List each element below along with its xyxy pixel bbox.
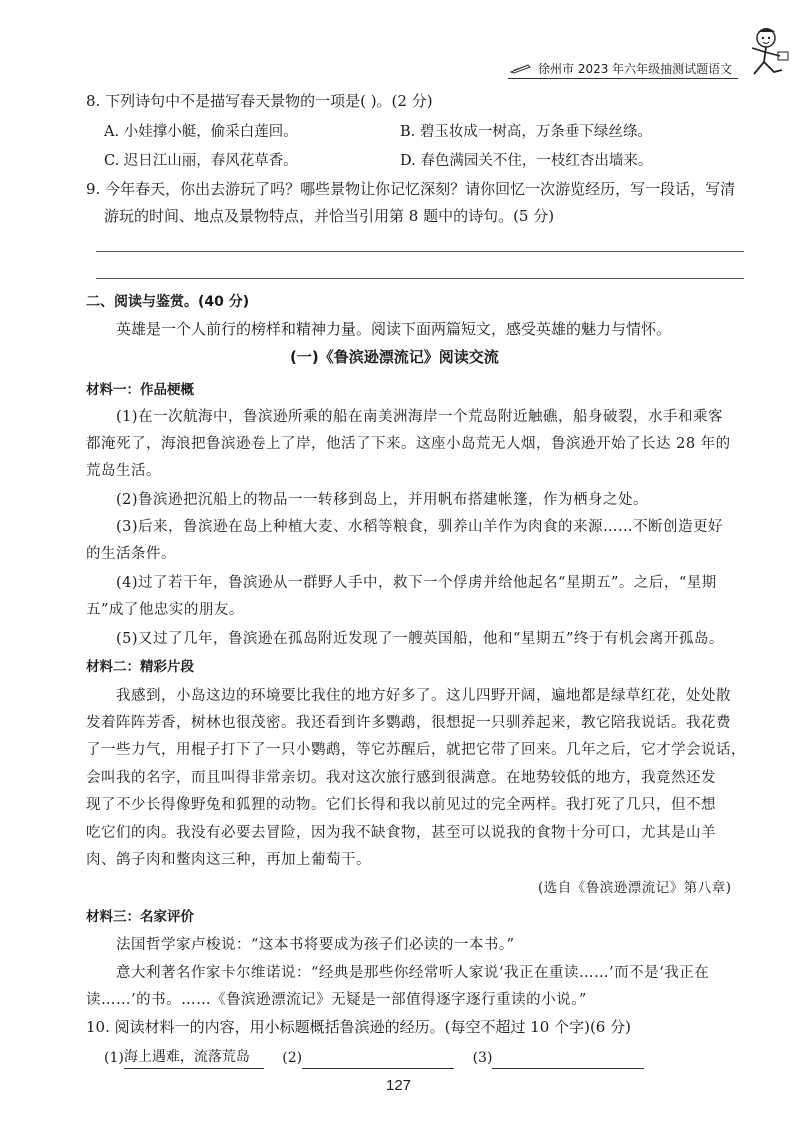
material1-line: 荒岛生活。 — [86, 463, 161, 479]
header-rule — [508, 78, 738, 79]
q10-answer-3[interactable] — [492, 1050, 644, 1069]
q9-line-1: 9. 今年春天，你出去游玩了吗？哪些景物让你记忆深刻？请你回忆一次游览经历，写一段话，写清 — [86, 180, 736, 198]
material2-source: (选自《鲁滨逊漂流记》第八章) — [538, 880, 732, 896]
material1-line: 的生活条件。 — [86, 546, 176, 562]
material2-line: 现了不少长得像野兔和狐狸的动物。它们长得和我以前见过的完全两样。我打死了几只，但不想 — [86, 797, 716, 813]
material2-line: 我感到，小岛这边的环境要比我住的地方好多了。这儿四野开阔，遍地都是绿草红花，处处散 — [116, 688, 731, 704]
q8-option-a: A. 小娃撑小艇，偷采白莲回。 — [104, 124, 298, 140]
q8-option-c: C. 迟日江山丽，春风花草香。 — [104, 153, 298, 169]
material1-line: (1)在一次航海中，鲁滨逊所乘的船在南美洲海岸一个荒岛附近触礁，船身破裂，水手和乘客 — [116, 409, 724, 425]
section2-heading: 二、阅读与鉴赏。(40 分) — [86, 294, 250, 310]
material1-heading: 材料一：作品梗概 — [86, 382, 194, 398]
q9-answer-line-1[interactable] — [96, 251, 744, 252]
material2-line: 发着阵阵芳香，树林也很茂密。我还看到许多鹦鹉，很想捉一只驯养起来，教它陪我说话。我花费 — [86, 715, 731, 731]
material3-heading: 材料三：名家评价 — [86, 909, 194, 925]
q8-stem: 8. 下列诗句中不是描写春天景物的一项是( )。(2 分) — [86, 92, 433, 110]
passage-title: (一)《鲁滨逊漂流记》阅读交流 — [290, 348, 499, 366]
q10-answer-2[interactable] — [302, 1050, 454, 1069]
material1-line: 都淹死了，海浪把鲁滨逊卷上了岸，他活了下来。这座小岛荒无人烟，鲁滨逊开始了长达 28 年的 — [86, 436, 731, 452]
material2-line: 会叫我的名字，而且叫得非常亲切。我对这次旅行感到很满意。在地势较低的地方，我竟然还发 — [86, 770, 716, 786]
material2-heading: 材料二：精彩片段 — [86, 659, 194, 675]
q10-answer-1[interactable]: 海上遇难，流落荒岛 — [124, 1046, 264, 1069]
material1-line: (4)过了若干年，鲁滨逊从一群野人手中，救下一个俘虏并给他起名“星期五”。之后，“星期 — [116, 575, 717, 591]
pen-icon — [510, 62, 532, 74]
q10-answer-row — [104, 1046, 644, 1069]
material3-line: 意大利著名作家卡尔维诺说：“经典是那些你经常听人家说‘我正在重读……’而不是‘我正在 — [116, 965, 710, 981]
q10-item1-label: (1) — [104, 1050, 124, 1066]
material2-line: 了一些力气，用棍子打下了一只小鹦鹉，等它苏醒后，就把它带了回来。几年之后，它才学会说话， — [86, 742, 746, 758]
book-title: 徐州市 2023 年六年级抽测试题语文 — [538, 62, 733, 76]
material3-line: 读……’的书。……《鲁滨逊漂流记》无疑是一部值得逐字逐行重读的小说。” — [86, 992, 587, 1008]
q8-option-b: B. 碧玉妆成一树高，万条垂下绿丝绦。 — [400, 124, 652, 140]
material1-line: (2)鲁滨逊把沉船上的物品一一转移到岛上，并用帆布搭建帐篷，作为栖身之处。 — [116, 492, 649, 508]
q10-stem: 10. 阅读材料一的内容，用小标题概括鲁滨逊的经历。(每空不超过 10 个字)(6 分) — [86, 1018, 631, 1036]
material1-line: (5)又过了几年，鲁滨逊在孤岛附近发现了一艘英国船，他和“星期五”终于有机会离开孤岛。 — [116, 631, 724, 647]
q9-line-2: 游玩的时间、地点及景物特点，并恰当引用第 8 题中的诗句。(5 分) — [104, 207, 555, 225]
q9-answer-line-2[interactable] — [96, 278, 744, 279]
running-boy-icon — [738, 22, 796, 82]
material3-line: 法国哲学家卢梭说：“这本书将要成为孩子们必读的一本书。” — [116, 937, 515, 953]
material1-line: 五”成了他忠实的朋友。 — [86, 602, 244, 618]
page-number: 127 — [386, 1077, 412, 1094]
material2-line: 吃它们的肉。我没有必要去冒险，因为我不缺食物，甚至可以说我的食物十分可口，尤其是山羊 — [86, 825, 716, 841]
material2-line: 肉、鸽子肉和鳖肉这三种，再加上葡萄干。 — [86, 852, 371, 868]
material1-line: (3)后来，鲁滨逊在岛上种植大麦、水稻等粮食，驯养山羊作为肉食的来源……不断创造更好 — [116, 519, 724, 535]
section2-intro: 英雄是一个人前行的榜样和精神力量。阅读下面两篇短文，感受英雄的魅力与情怀。 — [116, 320, 672, 338]
q8-option-d: D. 春色满园关不住，一枝红杏出墙来。 — [400, 153, 653, 169]
q10-item2-label: (2) — [282, 1050, 303, 1066]
q10-item3-label: (3) — [472, 1050, 493, 1066]
